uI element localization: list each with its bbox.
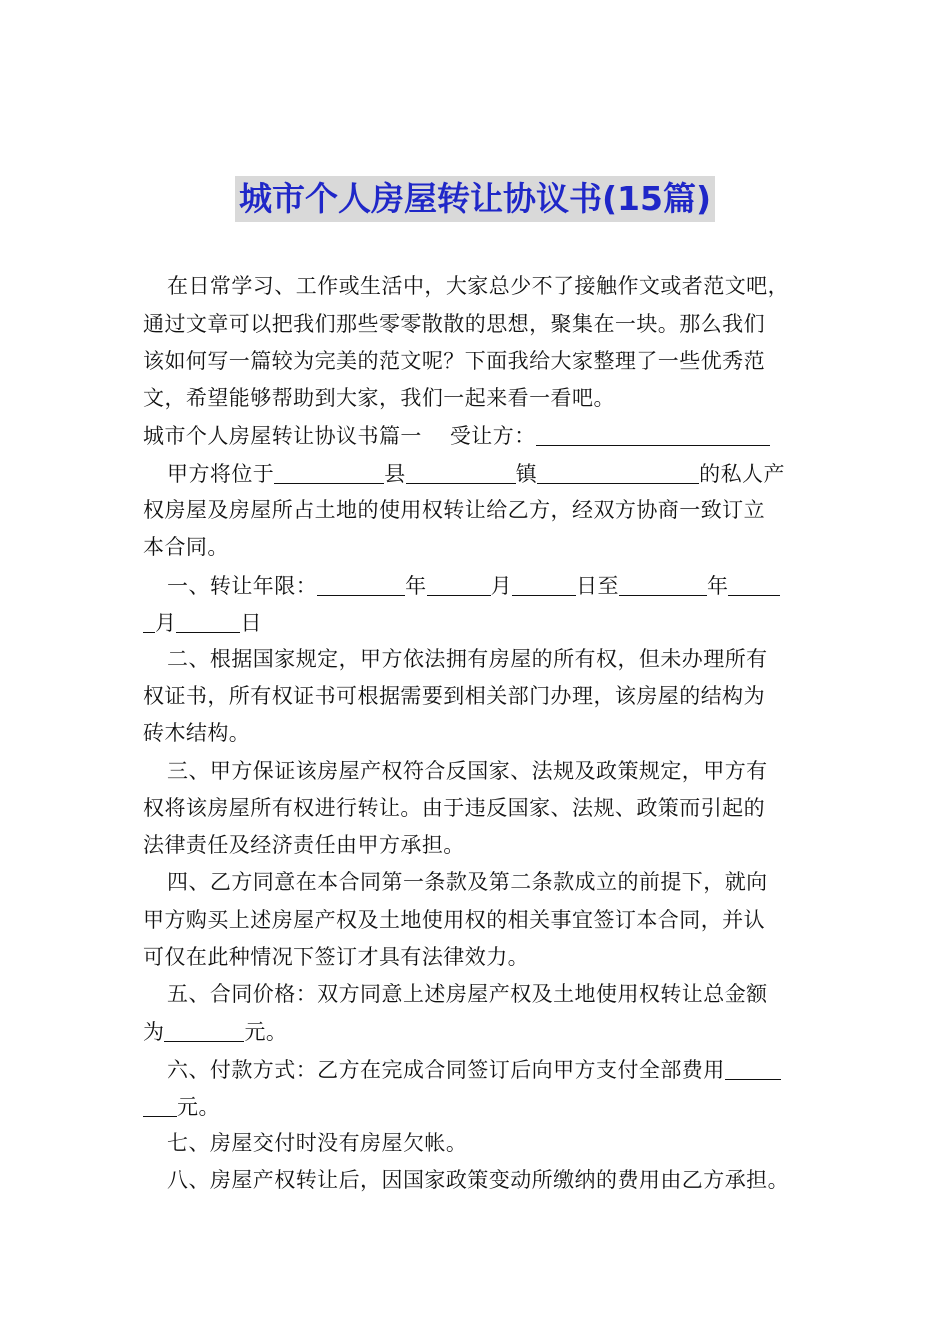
section-heading: 城市个人房屋转让协议书篇一 xyxy=(143,424,422,448)
clause6-post: 元。 xyxy=(177,1095,220,1119)
term-year-1: 年 xyxy=(405,574,427,598)
clause3-line-1: 三、甲方保证该房屋产权符合反国家、法规及政策规定，甲方有 xyxy=(167,759,768,783)
end-year-blank xyxy=(619,574,707,596)
start-day-blank xyxy=(512,574,576,596)
town-blank xyxy=(406,462,516,484)
clause8-line: 八、房屋产权转让后，因国家政策变动所缴纳的费用由乙方承担。 xyxy=(167,1168,790,1192)
payment-blank-a xyxy=(725,1058,781,1080)
address-blank xyxy=(537,462,699,484)
title-container xyxy=(0,176,950,222)
county-blank xyxy=(274,462,384,484)
intro-line-2: 通过文章可以把我们那些零零散散的思想，聚集在一块。那么我们 xyxy=(143,312,766,336)
transferee-label: 受让方： xyxy=(449,424,536,448)
clause2-line-2: 权证书，所有权证书可根据需要到相关部门办理，该房屋的结构为 xyxy=(143,684,766,708)
clause2-line-1: 二、根据国家规定，甲方依法拥有房屋的所有权，但未办理所有 xyxy=(167,647,768,671)
clause3-line-2: 权将该房屋所有权进行转让。由于违反国家、法规、政策而引起的 xyxy=(143,796,766,820)
clause5-pre: 为 xyxy=(143,1020,165,1044)
start-month-blank xyxy=(427,574,491,596)
clause4-line-3: 可仅在此种情况下签订才具有法律效力。 xyxy=(143,945,530,969)
clause2-line-3: 砖木结构。 xyxy=(143,721,251,745)
p1-text-county: 县 xyxy=(384,462,406,486)
p1-text-private: 的私人产 xyxy=(699,462,785,486)
clause5-line-2 xyxy=(143,1017,287,1046)
term-label: 一、转让年限： xyxy=(167,574,318,598)
end-month-blank-b xyxy=(143,611,155,633)
payment-blank-b xyxy=(143,1095,177,1117)
term-year-2: 年 xyxy=(706,574,729,598)
clause5-post: 元。 xyxy=(244,1020,288,1044)
clause6-line-2 xyxy=(143,1092,220,1121)
section-heading-line xyxy=(143,421,770,450)
term-month-1: 月 xyxy=(490,574,513,598)
clause6-text: 六、付款方式：乙方在完成合同签订后向甲方支付全部费用 xyxy=(167,1058,725,1082)
intro-line-1: 在日常学习、工作或生活中，大家总少不了接触作文或者范文吧， xyxy=(167,274,790,298)
term-day-2: 日 xyxy=(240,611,262,635)
term-line-1 xyxy=(167,571,780,600)
price-blank xyxy=(164,1020,244,1042)
intro-line-4: 文，希望能够帮助到大家，我们一起来看一看吧。 xyxy=(143,386,615,410)
p1-text-location: 甲方将位于 xyxy=(167,462,275,486)
clause7-line: 七、房屋交付时没有房屋欠帐。 xyxy=(167,1131,468,1155)
term-day-1: 日至 xyxy=(576,574,619,598)
term-month-2: 月 xyxy=(155,611,177,635)
start-year-blank xyxy=(317,574,405,596)
clause3-line-3: 法律责任及经济责任由甲方承担。 xyxy=(143,833,465,857)
end-day-blank xyxy=(176,611,240,633)
p1-line-1 xyxy=(167,459,785,488)
clause4-line-2: 甲方购买上述房屋产权及土地使用权的相关事宜签订本合同，并认 xyxy=(143,908,766,932)
intro-line-3: 该如何写一篇较为完美的范文呢？下面我给大家整理了一些优秀范 xyxy=(143,349,766,373)
clause4-line-1: 四、乙方同意在本合同第一条款及第二条款成立的前提下，就向 xyxy=(167,870,768,894)
clause5-line-1: 五、合同价格：双方同意上述房屋产权及土地使用权转让总金额 xyxy=(167,982,768,1006)
p1-text-town: 镇 xyxy=(515,462,538,486)
end-month-blank-a xyxy=(728,574,780,596)
p1-line-2: 权房屋及房屋所占土地的使用权转让给乙方，经双方协商一致订立 xyxy=(143,498,766,522)
transferee-blank xyxy=(536,424,770,446)
term-line-2 xyxy=(143,608,262,637)
clause6-line-1 xyxy=(167,1055,781,1084)
document-title: 城市个人房屋转让协议书(15篇) xyxy=(235,176,715,222)
p1-line-3: 本合同。 xyxy=(143,535,229,559)
